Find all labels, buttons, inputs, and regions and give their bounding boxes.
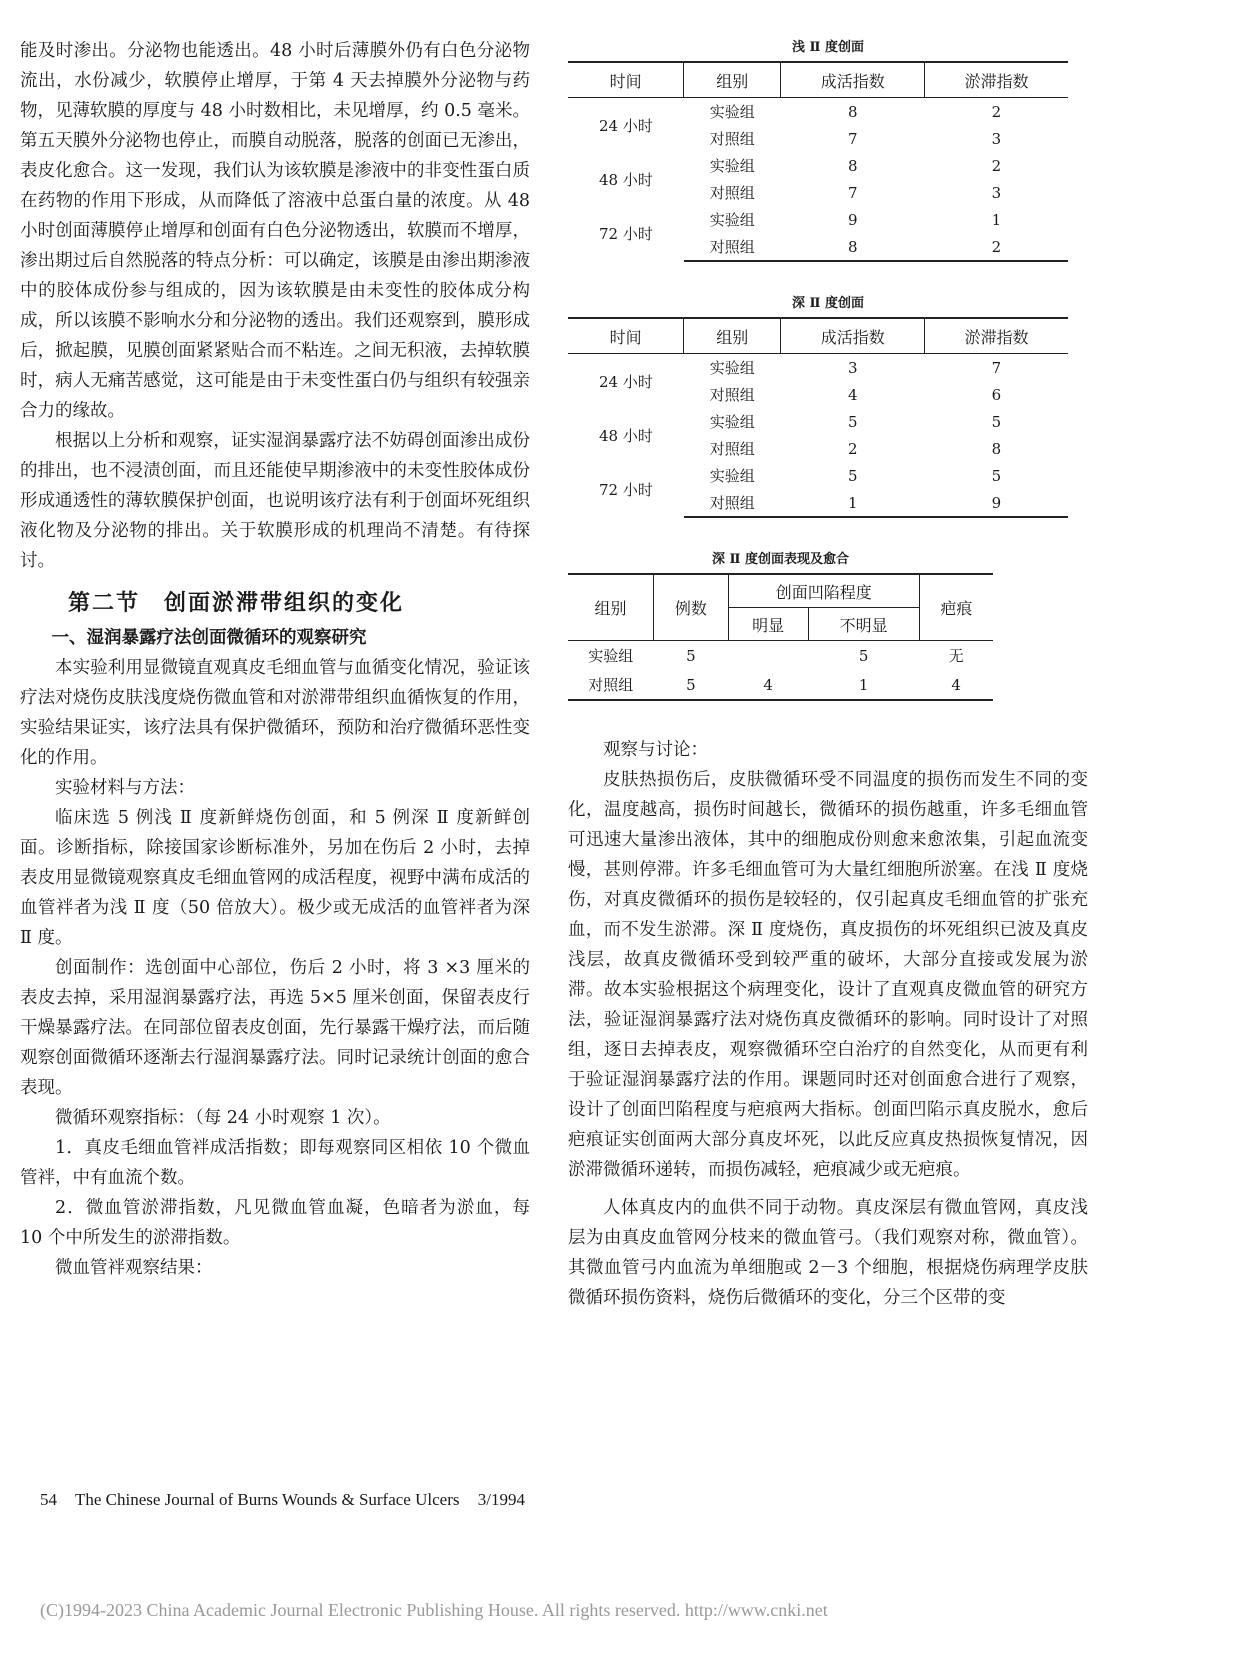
table-caption: 深 Ⅱ 度创面表现及愈合	[711, 552, 849, 567]
table-row: 24 小时 实验组 8 2	[599, 102, 1002, 135]
table-header: 组别	[684, 318, 781, 354]
section-title: 第二节 创面淤滞带组织的变化	[68, 590, 405, 616]
table-deep	[568, 292, 1088, 518]
paragraph: 微循环观察指标：（每 24 小时观察 1 次）。	[55, 1108, 391, 1128]
paragraph: 创面制作：选创面中心部位，伤后 2 小时，将 3 ×3 厘米的表皮去掉，采用湿润暴露疗法，再选 5×5 厘米创面，保留表皮行干燥暴露疗法。在同部位留表皮创面，先行暴露干燥疗法，而后随观察创面微循环逐渐去行湿润暴露疗法。同时记录统计创面的愈合表现。	[20, 958, 530, 1098]
paragraph: 本实验利用显微镜直观真皮毛细血管与血循变化情况，验证该疗法对烧伤皮肤浅度烧伤微血管和对淤滞带组织血循恢复的作用，实验结果证实，该疗法具有保护微循环，预防和治疗微循环恶性变化的作用。	[20, 658, 530, 768]
table-caption: 深 Ⅱ 度创面	[791, 296, 864, 311]
table-row: 对照组 1 9	[568, 489, 1068, 517]
table-header: 淤滞指数	[925, 62, 1068, 98]
table-header: 成活指数	[781, 62, 925, 98]
journal-name: The Chinese Journal of Burns Wounds & Surface Ulcers	[74, 1490, 460, 1509]
paragraph: 皮肤热损伤后，皮肤微循环受不同温度的损伤而发生不同的变化，温度越高，损伤时间越长，微循环的损伤越重，许多毛细血管可迅速大量渗出液体，其中的细胞成份则愈来愈浓集，引起血流变慢，甚则停滞。许多毛细血管可为大量红细胞所淤塞。在浅 Ⅱ 度烧伤，对真皮微循环的损伤是较轻的，仅引起真皮毛细血管的扩张充血，而不发生淤滞。深 Ⅱ 度烧伤，真皮损伤的坏死组织已波及真皮浅层，故真皮微循环受到较严重的破坏，大部分直接或发展为淤滞。故本实验根据这个病理变化，设计了直观真皮微血管的研究方法，验证湿润暴露疗法对烧伤真皮微循环的影响。同时设计了对照组，逐日去掉表皮，观察微循环空白治疗的自然变化，从而更有利于验证湿润暴露疗法的作用。课题同时还对创面愈合进行了观察，设计了创面凹陷程度与疤痕两大指标。创面凹陷示真皮脱水，愈后疤痕证实创面两大部分真皮坏死，以此反应真皮热损恢复情况，因淤滞微循环递转，而损伤减轻，疤痕减少或无疤痕。	[568, 770, 1088, 1180]
subsection-title: 一、湿润暴露疗法创面微循环的观察研究	[51, 628, 367, 648]
table-header: 例数	[654, 574, 729, 641]
left-column	[20, 36, 530, 1283]
paragraph: 临床选 5 例浅 Ⅱ 度新鲜烧伤创面，和 5 例深 Ⅱ 度新鲜创面。诊断指标，除接国家诊断标准外，另加在伤后 2 小时，去掉表皮用显微镜观察真皮毛细血管网的成活程度，视野中满布成活的血管袢者为浅 Ⅱ 度（50 倍放大）。极少或无成活的血管袢者为深 Ⅱ 度。	[20, 808, 530, 948]
table-header: 时间	[568, 318, 684, 354]
table-header: 组别	[568, 574, 654, 641]
table-header: 疤痕	[919, 574, 993, 641]
table-superficial	[568, 36, 1088, 262]
table-row: 对照组 5 4 1 4	[568, 670, 993, 700]
paragraph: 1．真皮毛细血管袢成活指数；即每观察同区相依 10 个微血管袢，中有血流个数。	[20, 1138, 530, 1188]
table-row: 对照组 7 3	[709, 183, 1002, 202]
page-number: 54	[40, 1490, 57, 1509]
paragraph: 实验材料与方法：	[55, 778, 195, 798]
table-row: 对照组 7 3	[709, 129, 1002, 148]
table-header: 明显	[728, 608, 808, 641]
table-row: 24 小时 实验组 3 7	[599, 358, 1002, 391]
table-header: 不明显	[808, 608, 919, 641]
table-row: 对照组 8 2	[568, 233, 1068, 261]
table-row: 48 小时 实验组 5 5	[599, 412, 1002, 445]
paragraph: 能及时渗出。分泌物也能透出。48 小时后薄膜外仍有白色分泌物流出，水份减少，软膜停止增厚，于第 4 天去掉膜外分泌物与药物，见薄软膜的厚度与 48 小时数相比，未见增厚，约 0.5 毫米。第五天膜外分泌物也停止，而膜自动脱落，脱落的创面已无渗出，表皮化愈合。这一发现，我们认为该软膜是渗液中的非变性蛋白质在药物的作用下形成，从而降低了溶液中总蛋白量的浓度。从 48 小时创面薄膜停止增厚和创面有白色分泌物透出，软膜而不增厚，渗出期过后自然脱落的特点分析：可以确定，该膜是由渗出期渗液中的胶体成份参与组成的，因为该软膜是由未变性的胶体成分构成，所以该膜不影响水分和分泌物的透出。我们还观察到，膜形成后，掀起膜，见膜创面紧紧贴合而不粘连。之间无积液，去掉软膜时，病人无痛苦感觉，这可能是由于未变性蛋白仍与组织有较强亲合力的缘故。	[20, 41, 530, 421]
table-header: 淤滞指数	[925, 318, 1068, 354]
table-row: 72 小时 实验组 5 5	[599, 466, 1002, 499]
journal-issue: 3/1994	[477, 1490, 525, 1509]
right-column	[568, 36, 1088, 1313]
table-caption: 浅 Ⅱ 度创面	[791, 40, 864, 55]
table-row: 48 小时 实验组 8 2	[599, 156, 1002, 189]
table-header: 时间	[568, 62, 684, 98]
table-header: 组别	[684, 62, 781, 98]
table-healing	[568, 548, 1088, 701]
paragraph: 人体真皮内的血供不同于动物。真皮深层有微血管网，真皮浅层为由真皮血管网分枝来的微血管弓。（我们观察对称，微血管）。其微血管弓内血流为单细胞或 2－3 个细胞，根据烧伤病理学皮肤微循环损伤资料，烧伤后微循环的变化，分三个区带的变	[568, 1198, 1088, 1308]
table-row: 对照组 4 6	[709, 385, 1002, 404]
table-row: 对照组 2 8	[709, 439, 1002, 458]
table-row: 实验组 5 5 无	[588, 646, 964, 665]
table-header: 成活指数	[781, 318, 925, 354]
paragraph: 根据以上分析和观察，证实湿润暴露疗法不妨碍创面渗出成份的排出，也不浸渍创面，而且还能使早期渗液中的未变性胶体成份形成通透性的薄软膜保护创面，也说明该疗法有利于创面坏死组织液化物及分泌物的排出。关于软膜形成的机理尚不清楚。有待探讨。	[20, 431, 530, 571]
paragraph: 观察与讨论：	[603, 740, 708, 760]
paragraph: 微血管袢观察结果：	[55, 1258, 213, 1278]
table-row: 72 小时 实验组 9 1	[599, 210, 1002, 243]
copyright-notice: (C)1994-2023 China Academic Journal Electronic Publishing House. All rights reserved. http://www.cnki.net	[40, 1600, 828, 1620]
table-header: 创面凹陷程度	[728, 574, 919, 608]
paragraph: 2．微血管淤滞指数，凡见微血管血凝，色暗者为淤血，每 10 个中所发生的淤滞指数。	[20, 1198, 530, 1248]
page-footer	[40, 1490, 539, 1510]
